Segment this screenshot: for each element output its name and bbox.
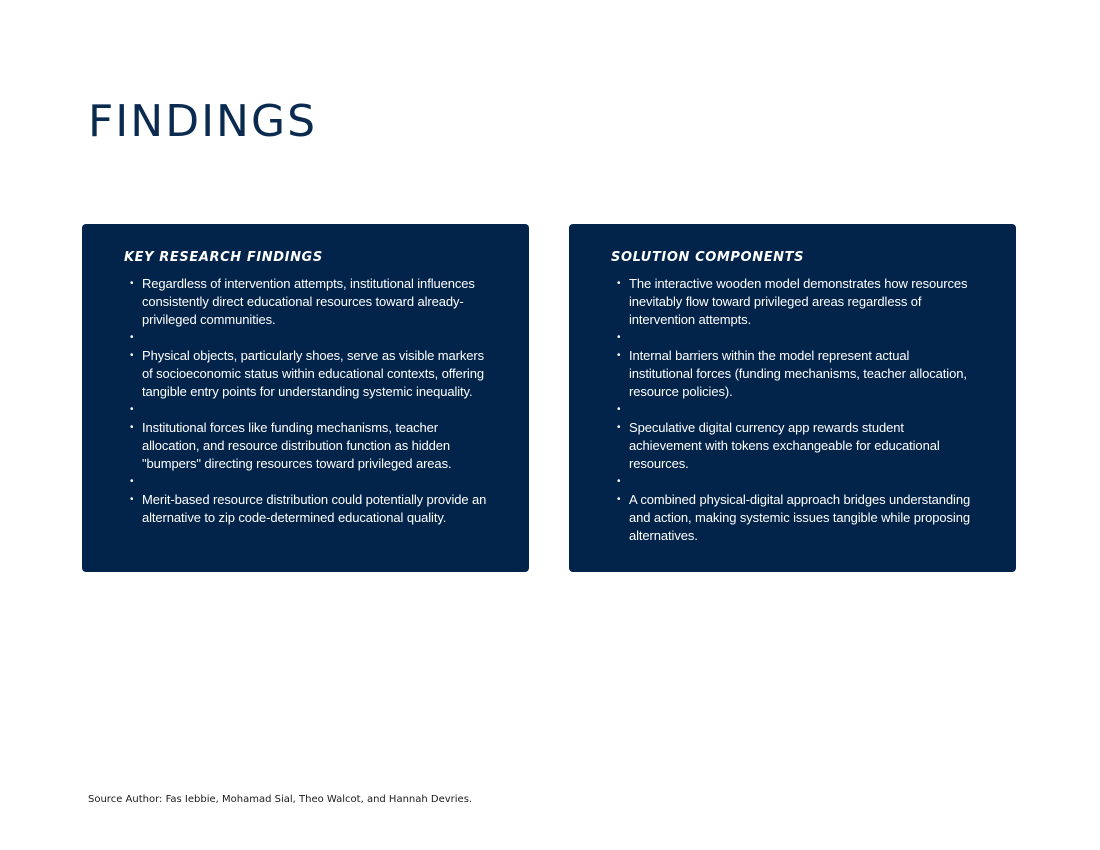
list-item: • Speculative digital currency app rewards student achievement with tokens exchangeable for educational resources.	[611, 419, 976, 473]
list-item: • Merit-based resource distribution could potentially provide an alternative to zip code-determined educational quality.	[124, 491, 489, 527]
list-item	[611, 473, 976, 491]
list-item	[611, 401, 976, 419]
solution-list	[611, 275, 976, 545]
list-item	[124, 473, 489, 491]
list-item	[124, 401, 489, 419]
solution-components-panel	[569, 224, 1016, 572]
source-credit: Source Author: Fas Iebbie, Mohamad Sial, Theo Walcot, and Hannah Devries.	[88, 794, 473, 805]
list-item: • A combined physical-digital approach bridges understanding and action, making systemic issues tangible while proposing alternatives.	[611, 491, 976, 545]
list-item: • Physical objects, particularly shoes, serve as visible markers of socioeconomic status within educational contexts, offering tangible entry points for understanding systemic inequality.	[124, 347, 489, 401]
panel-heading: SOLUTION COMPONENTS	[611, 250, 805, 265]
panel-heading: KEY RESEARCH FINDINGS	[124, 250, 323, 265]
list-item: • Internal barriers within the model represent actual institutional forces (funding mechanisms, teacher allocation, resource policies).	[611, 347, 976, 401]
page-title: FINDINGS	[88, 96, 317, 147]
list-item	[611, 329, 976, 347]
list-item	[124, 329, 489, 347]
key-research-findings-panel	[82, 224, 529, 572]
findings-list	[124, 275, 489, 527]
list-item: • The interactive wooden model demonstrates how resources inevitably flow toward privileged areas regardless of intervention attempts.	[611, 275, 976, 329]
list-item: • Institutional forces like funding mechanisms, teacher allocation, and resource distribution function as hidden "bumpers" directing resources toward privileged areas.	[124, 419, 489, 473]
list-item: • Regardless of intervention attempts, institutional influences consistently direct educational resources toward already-privileged communities.	[124, 275, 489, 329]
